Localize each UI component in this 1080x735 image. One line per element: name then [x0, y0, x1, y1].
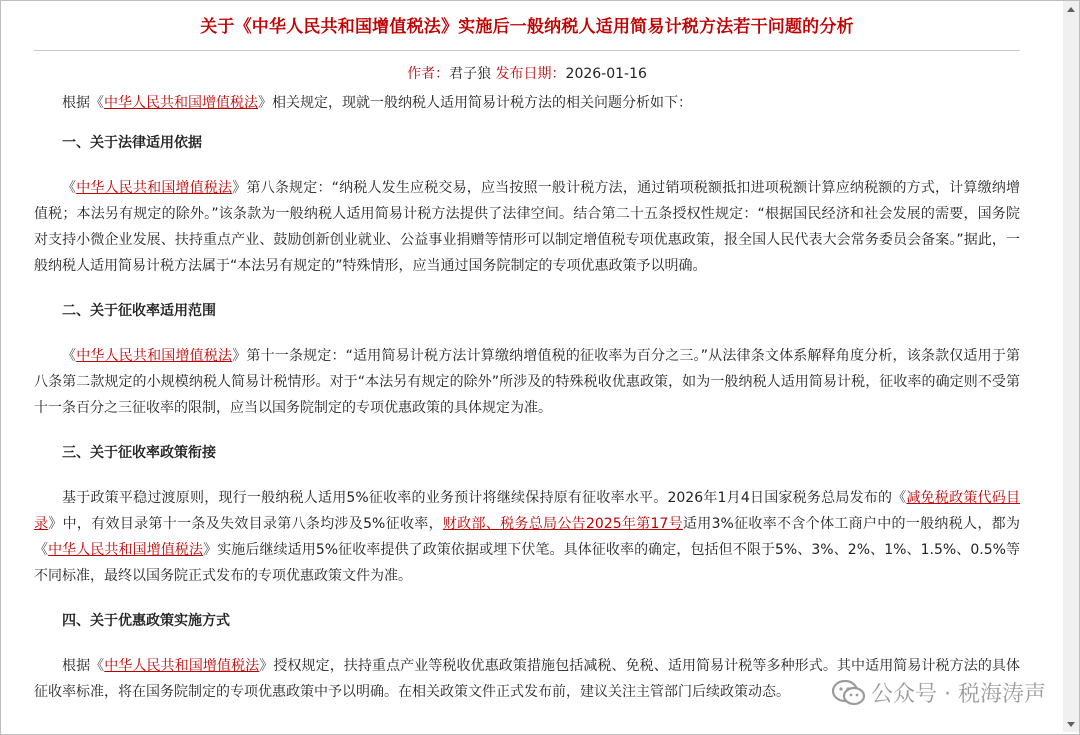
title-divider [34, 50, 1020, 51]
announcement-2025-17-link[interactable]: 财政部、税务总局公告2025年第17号 [442, 516, 683, 532]
article-title: 关于《中华人民共和国增值税法》实施后一般纳税人适用简易计税方法若干问题的分析 [200, 17, 854, 37]
section-3-text-d: 》实施后继续适用5%征收率提供了政策依据或埋下伏笔。具体征收率的确定，包括但不限于5%、3%、2%、1%、1.5%、0.5%等不同标准，最终以国务院正式发布的专项优惠政策文件为准。 [34, 542, 1020, 584]
section-4-text-pre: 根据《 [62, 658, 105, 674]
section-heading-3: 三、关于征收率政策衔接 [62, 445, 216, 461]
section-4-text-post: 》授权规定，扶持重点产业等税收优惠政策措施包括减税、免税、适用简易计税等多种形式。其中适用简易计税方法的具体征收率标准，将在国务院制定的专项优惠政策中予以明确。在相关政策文件正式发布前，建议关注主管部门后续政策动态。 [34, 658, 1021, 700]
intro-paragraph [34, 90, 1020, 116]
section-3-text-c: 适用3%征收率不含个体工商户中的一般纳税人，都为《 [34, 516, 1020, 558]
vat-law-link[interactable]: 中华人民共和国增值税法 [76, 348, 233, 364]
section-heading-2: 二、关于征收率适用范围 [62, 303, 216, 319]
section-1-text-post: 》第八条规定：“纳税人发生应税交易，应当按照一般计税方法，通过销项税额抵扣进项税额计算应纳税额的方式，计算缴纳增值税；本法另有规定的除外。”该条款为一般纳税人适用简易计税方法提供了法律空间。结合第二十五条授权性规定：“根据国民经济和社会发展的需要，国务院对支持小微企业发展、扶持重点产业、鼓励创新创业就业、公益事业捐赠等情形可以制定增值税专项优惠政策，报全国人民代表大会常务委员会备案。”据此，一般纳税人适用简易计税方法属于“本法另有规定的”特殊情形，应当通过国务院制定的专项优惠政策予以明确。 [34, 180, 1021, 274]
section-paragraph-1 [34, 175, 1020, 279]
watermark-text: 公众号 · 税海涛声 [871, 682, 1046, 707]
author-name: 君子狼 [449, 66, 492, 82]
scroll-down-icon [1067, 722, 1075, 727]
article-content [34, 0, 1020, 705]
vat-law-link[interactable]: 中华人民共和国增值税法 [104, 658, 260, 674]
author-label: 作者： [407, 66, 450, 82]
section-paragraph-2 [34, 343, 1020, 421]
scroll-down-button[interactable] [1063, 716, 1079, 732]
section-paragraph-3 [34, 485, 1020, 589]
intro-text-pre: 根据《 [62, 95, 104, 111]
article-meta [34, 64, 1020, 84]
publish-date: 2026-01-16 [565, 66, 647, 82]
tax-policy-code-catalog-link[interactable]: 减免税政策代码目录 [34, 490, 1020, 532]
section-heading-1: 一、关于法律适用依据 [62, 135, 202, 151]
vat-law-link[interactable]: 中华人民共和国增值税法 [104, 95, 258, 111]
vertical-scrollbar[interactable] [1063, 1, 1079, 732]
section-2-text-pre: 《 [62, 348, 77, 364]
scroll-up-icon [1067, 7, 1075, 12]
section-2-text-post: 》第十一条规定：“适用简易计税方法计算缴纳增值税的征收率为百分之三。”从法律条文体系解释角度分析，该条款仅适用于第八条第二款规定的小规模纳税人简易计税情形。对于“本法另有规定的除外”所涉及的特殊税收优惠政策，如为一般纳税人适用简易计税，征收率的确定则不受第十一条百分之三征收率的限制，应当以国务院制定的专项优惠政策的具体规定为准。 [34, 348, 1021, 416]
section-3-text-a: 基于政策平稳过渡原则，现行一般纳税人适用5%征收率的业务预计将继续保持原有征收率水平。2026年1月4日国家税务总局发布的《 [62, 490, 907, 506]
wechat-icon [831, 679, 867, 707]
scroll-up-button[interactable] [1063, 1, 1079, 17]
vat-law-link[interactable]: 中华人民共和国增值税法 [76, 180, 233, 196]
vat-law-link[interactable]: 中华人民共和国增值税法 [48, 542, 204, 558]
section-3-text-b: 》中，有效目录第十一条及失效目录第八条均涉及5%征收率， [48, 516, 443, 532]
section-heading-4: 四、关于优惠政策实施方式 [62, 613, 230, 629]
watermark [831, 677, 1046, 708]
intro-text-post: 》相关规定，现就一般纳税人适用简易计税方法的相关问题分析如下： [258, 95, 692, 111]
section-1-text-pre: 《 [62, 180, 77, 196]
date-label: 发布日期： [495, 66, 566, 82]
